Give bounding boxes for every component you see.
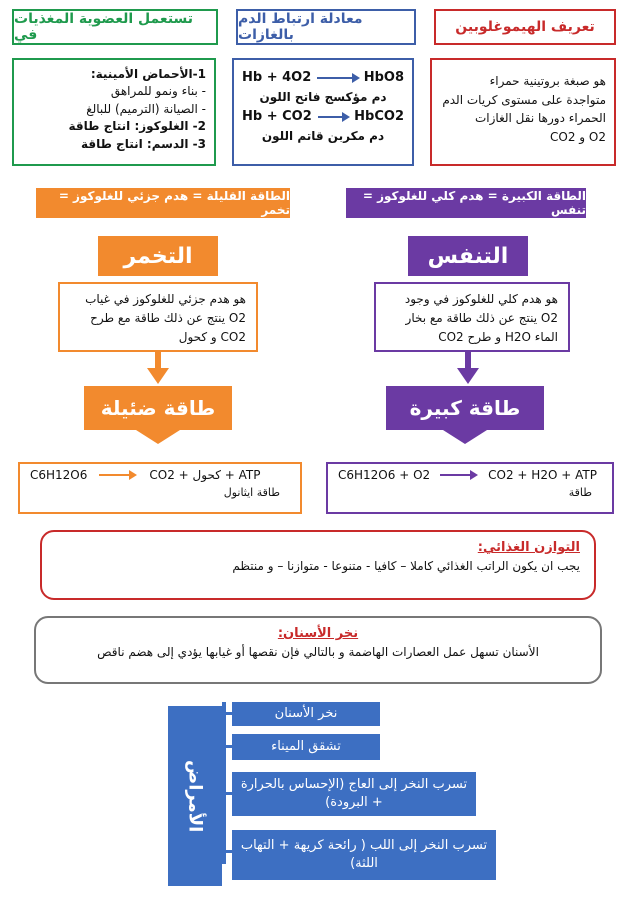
disease-item <box>232 734 380 760</box>
equation-oxygen <box>242 68 404 88</box>
banner-small-energy <box>36 188 290 218</box>
respiration-title-text: التنفس <box>427 243 509 269</box>
respiration-formula-sub: طاقة <box>568 486 592 499</box>
fermentation-title-text: التخمر <box>123 243 193 269</box>
big-energy-box <box>386 386 544 430</box>
header-nutrients <box>12 9 218 45</box>
fermentation-formula <box>18 462 302 514</box>
respiration-formula-left: C6H12O6 + O2 <box>338 468 431 482</box>
small-energy-text: طاقة ضئيلة <box>100 396 216 420</box>
header-gas-binding-text: معادلة ارتباط الدم بالغازات <box>238 11 363 43</box>
arrow-right-icon <box>317 77 357 79</box>
header-hemoglobin <box>434 9 616 45</box>
respiration-formula <box>326 462 614 514</box>
big-energy-text: طاقة كبيرة <box>409 396 521 420</box>
eq1-caption: دم مؤكسج فاتح اللون <box>259 90 387 105</box>
disease-item <box>232 772 476 816</box>
tooth-decay-title: نخر الأسنان: <box>277 626 359 641</box>
nutrients-box <box>12 58 216 166</box>
fermentation-formula-line <box>30 468 290 482</box>
banner-big-energy-text: الطاقة الكبيرة = هدم كلي للغلوكوز = تنفس <box>362 189 586 217</box>
fermentation-title <box>98 236 218 276</box>
respiration-desc-line: الماء H2O و طرح CO2 <box>438 330 558 345</box>
banner-big-energy <box>346 188 586 218</box>
connector-branch <box>222 792 232 795</box>
tooth-decay-body: الأسنان تسهل عمل العصارات الهاضمة و بالتالي فإن نقصها أو غيابها يؤدي إلى هضم ناقص <box>97 645 539 659</box>
arrow-down-icon <box>457 368 479 384</box>
arrow-down-icon <box>136 430 180 444</box>
disease-item <box>232 830 496 880</box>
diseases-label <box>168 706 222 886</box>
disease-item-text: تسرب النخر إلى اللب ( رائحة كريهة + التهاب اللثة) <box>240 838 488 871</box>
nutrient-glucose: 2- الغلوكوز: انتاج طاقة <box>68 119 206 134</box>
hemoglobin-def-line: متواجدة على مستوى كريات الدم <box>442 92 606 107</box>
eq1-right: HbO8 <box>363 70 404 85</box>
eq2-caption: دم مكربن قاتم اللون <box>261 128 385 143</box>
diseases-label-text: الأمراض <box>184 759 206 833</box>
header-nutrients-text: تستعمل العضوية المغذيات في <box>14 11 194 43</box>
fermentation-description <box>58 282 258 352</box>
eq2-left: Hb + CO2 <box>242 108 312 124</box>
nutrient-amino-repair: - الصيانة (الترميم) للبالغ <box>86 101 206 116</box>
respiration-desc-line: هو هدم كلي للغلوكوز في وجود <box>404 292 558 306</box>
fermentation-formula-left: C6H12O6 <box>30 468 88 482</box>
disease-item-text: نخر الأسنان <box>274 706 338 722</box>
respiration-formula-line <box>338 468 602 482</box>
fermentation-desc-line: CO2 و كحول <box>178 330 246 345</box>
food-balance-title: التوازن الغذائي: <box>477 540 580 555</box>
nutrient-fat: 3- الدسم: انتاج طاقة <box>80 136 206 151</box>
hemoglobin-def-line: الحمراء دورها نقل الغازات <box>475 111 606 126</box>
hemoglobin-def-line: هو صبغة بروتينية حمراء <box>489 74 606 88</box>
disease-item-text: تسرب النخر إلى العاج (الإحساس بالحرارة + البرودة) <box>240 777 468 810</box>
connector-branch <box>222 745 232 748</box>
disease-item-text: تشقق الميناء <box>271 739 341 755</box>
nutrient-amino-growth: - بناء ونمو للمراهق <box>110 84 206 99</box>
fermentation-formula-right: CO2 + كحول + ATP <box>149 468 261 482</box>
diseases-connector <box>222 702 226 864</box>
arrow-right-icon <box>440 474 476 476</box>
respiration-description <box>374 282 570 352</box>
fermentation-desc-line: هو هدم جزئي للغلوكوز في غياب <box>85 292 246 306</box>
food-balance-body: يجب ان يكون الراتب الغذائي كاملا – كافيا - متنوعا - متوازنا – و منتظم <box>232 559 580 573</box>
food-balance-box <box>40 530 596 600</box>
equation-co2 <box>242 107 404 127</box>
banner-small-energy-text: الطاقة القليلة = هدم جزئي للغلوكوز = تخمر <box>58 189 290 217</box>
respiration-formula-right: CO2 + H2O + ATP <box>488 468 597 482</box>
respiration-desc-line: O2 ينتج عن ذلك طاقة مع بخار <box>405 311 558 326</box>
hemoglobin-definition-box <box>430 58 616 166</box>
respiration-title <box>408 236 528 276</box>
connector-branch <box>222 712 232 715</box>
hemoglobin-def-line: O2 و CO2 <box>550 129 606 144</box>
connector-branch <box>222 850 232 853</box>
arrow-right-icon <box>99 474 135 476</box>
fermentation-desc-line: O2 ينتج عن ذلك طاقة مع طرح <box>90 311 246 326</box>
header-gas-binding <box>236 9 416 45</box>
disease-item <box>232 702 380 726</box>
tooth-decay-box <box>34 616 602 684</box>
small-energy-box <box>84 386 232 430</box>
eq1-left: Hb + 4O2 <box>242 70 312 85</box>
arrow-down-icon <box>443 430 487 444</box>
eq2-right: HbCO2 <box>354 108 404 124</box>
header-hemoglobin-text: تعريف الهيموغلوبين <box>455 19 595 35</box>
nutrient-amino-title: 1-الأحماض الأمينية: <box>90 67 206 81</box>
gas-equations-box <box>232 58 414 166</box>
arrow-right-icon <box>318 116 348 118</box>
arrow-down-icon <box>147 368 169 384</box>
fermentation-formula-sub: طاقة ايثانول <box>223 486 280 499</box>
